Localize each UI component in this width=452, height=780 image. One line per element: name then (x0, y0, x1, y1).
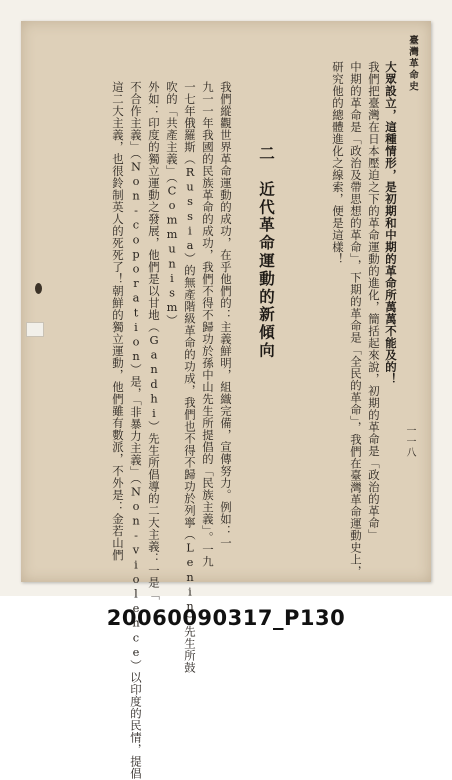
text-column-lower-4: 吹的「共產主義」（Communism） (165, 81, 179, 327)
text-column-lower-1: 我們縱觀世界革命運動的成功，在乎他們的：主義鮮明，組織完備，宣傳努力。例如：一 (219, 81, 233, 549)
text-column-upper-3: 中期的革命是「政治及帶思想的革命」，下期的革命是「全民的革命」，我們在臺灣革命運動史上， (349, 61, 363, 578)
running-title: 臺灣革命史 (407, 35, 418, 93)
text-column-lower-3: 一七年俄羅斯（Russia）的無產階級革命的功成，我們也不得不歸功於列寧（Lenin）先生所鼓 (183, 81, 197, 674)
section-heading: 二 近代革命運動的新傾向 (257, 145, 276, 360)
binding-hole (35, 283, 42, 294)
text-column-lower-7: 這二大主義，也很鈴制英人的死死了！朝鮮的獨立運動，他們雖有數派，不外是：金若山們 (111, 81, 125, 561)
text-column-upper-1: 大眾設立，這種情形，是初期和中期的革命所萬萬不能及的！ (384, 61, 398, 385)
text-column-upper-4: 研究他的總體進化之線索，便是這樣！ (331, 61, 345, 265)
page-number: 一一八 (404, 425, 415, 458)
text-column-upper-2: 我們把臺灣在日本壓迫之下的革命運動的進化，簡括起來說，初期的革命是「政治的革命」 (367, 61, 381, 541)
paper-tab (26, 322, 44, 337)
text-column-lower-6: 不合作主義」（Non-coporation）是，「非暴力主義」（Non-violence）以印度的民情，提倡 (129, 81, 143, 780)
image-caption: 20060090317_P130 (106, 606, 346, 630)
text-column-lower-5: 外如：印度的獨立運動之發展，他們是以甘地（Gandhi）先生所倡導的二大主義：一是「 (147, 81, 161, 601)
text-column-lower-2: 九一一年我國的民族革命的成功，我們不得不歸功於孫中山先生所提倡的「民族主義」。一九 (201, 81, 215, 568)
